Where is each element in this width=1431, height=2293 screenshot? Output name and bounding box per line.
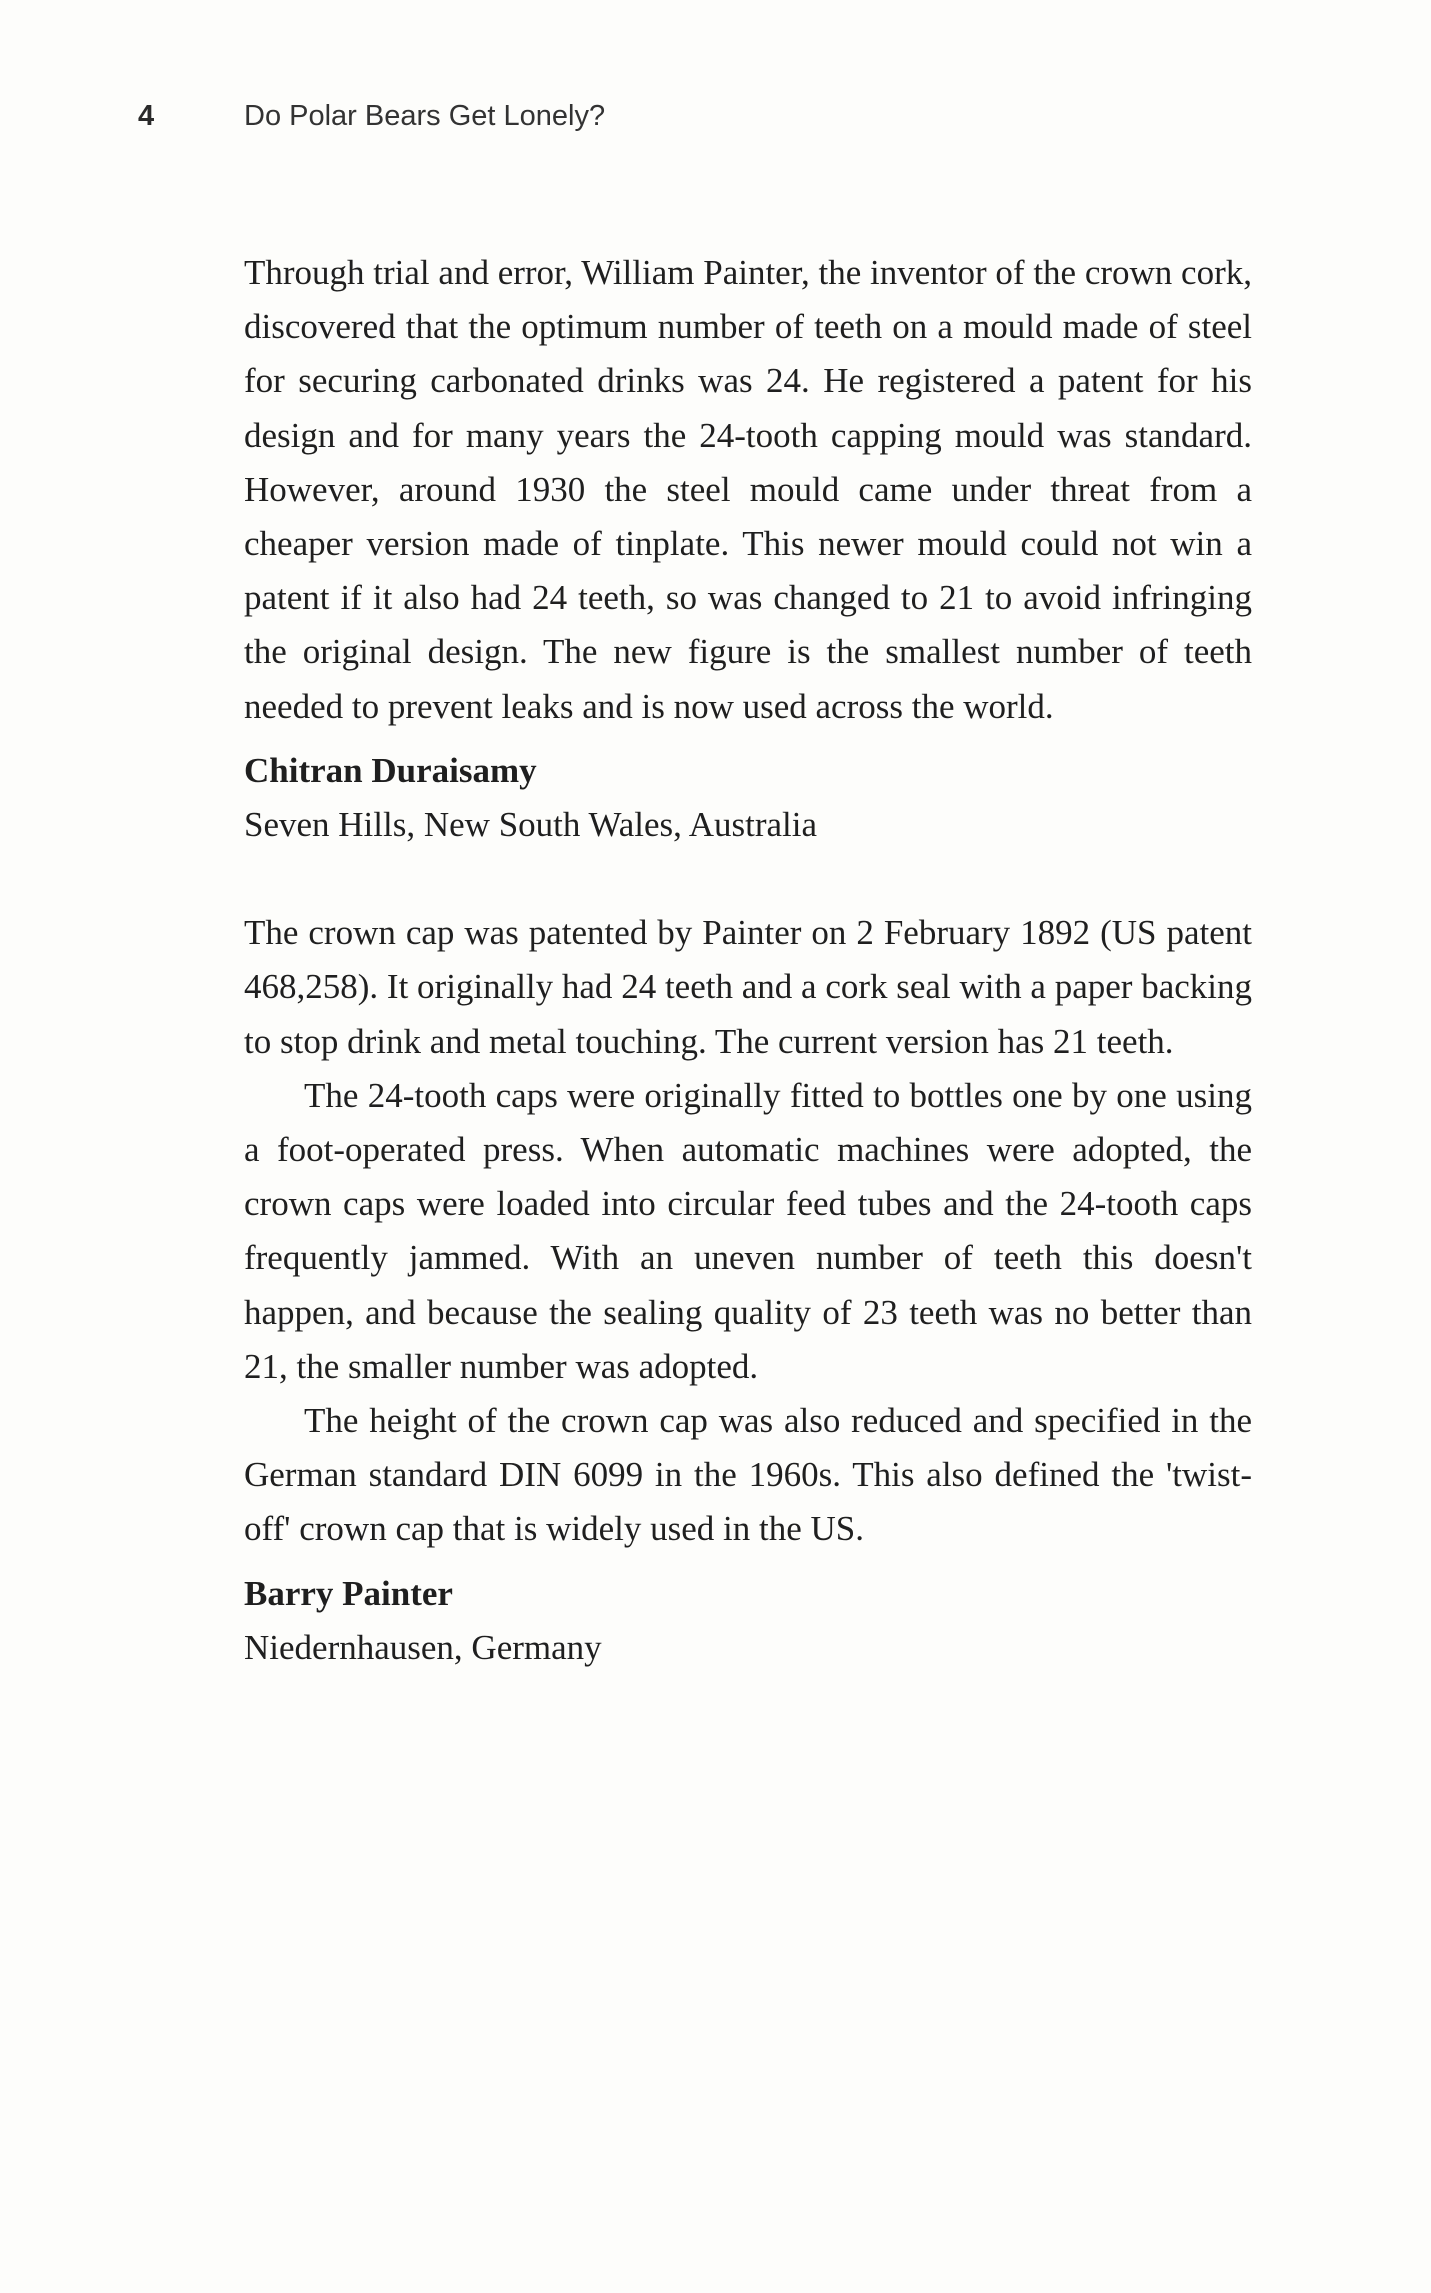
answer-2-location: Niedernhausen, Germany xyxy=(244,1627,602,1667)
answer-1-paragraph: Through trial and error, William Painter, the inventor of the crown cork, discovered that the optimum number of teeth on a mould made of steel for securing carbonated drinks was 24. He registered a patent for his design and for many years the 24-tooth capping mould was standard. However, around 1930 the steel mould came under threat from a cheaper version made of tinplate. This newer mould could not win a patent if it also had 24 teeth, so was changed to 21 to avoid infringing the original design. The new figure is the smallest number of teeth needed to prevent leaks and is now used across the world. xyxy=(244,253,1252,726)
running-head xyxy=(138,100,605,133)
answer-1-author: Chitran Duraisamy xyxy=(244,750,537,790)
answer-2-author: Barry Painter xyxy=(244,1573,453,1613)
answer-2-paragraph-1: The crown cap was patented by Painter on 2 February 1892 (US patent 468,258). It originally had 24 teeth and a cork seal with a paper backing to stop drink and metal touching. The current version has 21 teeth. xyxy=(244,913,1252,1061)
page-content xyxy=(244,246,1252,1675)
answer-2-paragraph-2: The 24-tooth caps were originally fitted to bottles one by one using a foot-operated press. When automatic machines were adopted, the crown caps were loaded into circular feed tubes and the 24-tooth caps frequently jammed. With an uneven number of teeth this doesn't happen, and because the sealing quality of 23 teeth was no better than 21, the smaller number was adopted. xyxy=(244,1075,1252,1386)
answer-2-paragraph-3: The height of the crown cap was also reduced and specified in the German standard DIN 6099 in the 1960s. This also defined the 'twist-off' crown cap that is widely used in the US. xyxy=(244,1401,1252,1549)
page-number: 4 xyxy=(138,100,155,132)
section-divider-space xyxy=(244,852,1252,906)
answer-1-location: Seven Hills, New South Wales, Australia xyxy=(244,805,818,845)
answer-2 xyxy=(244,906,1252,1675)
book-title: Do Polar Bears Get Lonely? xyxy=(244,100,606,132)
answer-1 xyxy=(244,246,1252,852)
